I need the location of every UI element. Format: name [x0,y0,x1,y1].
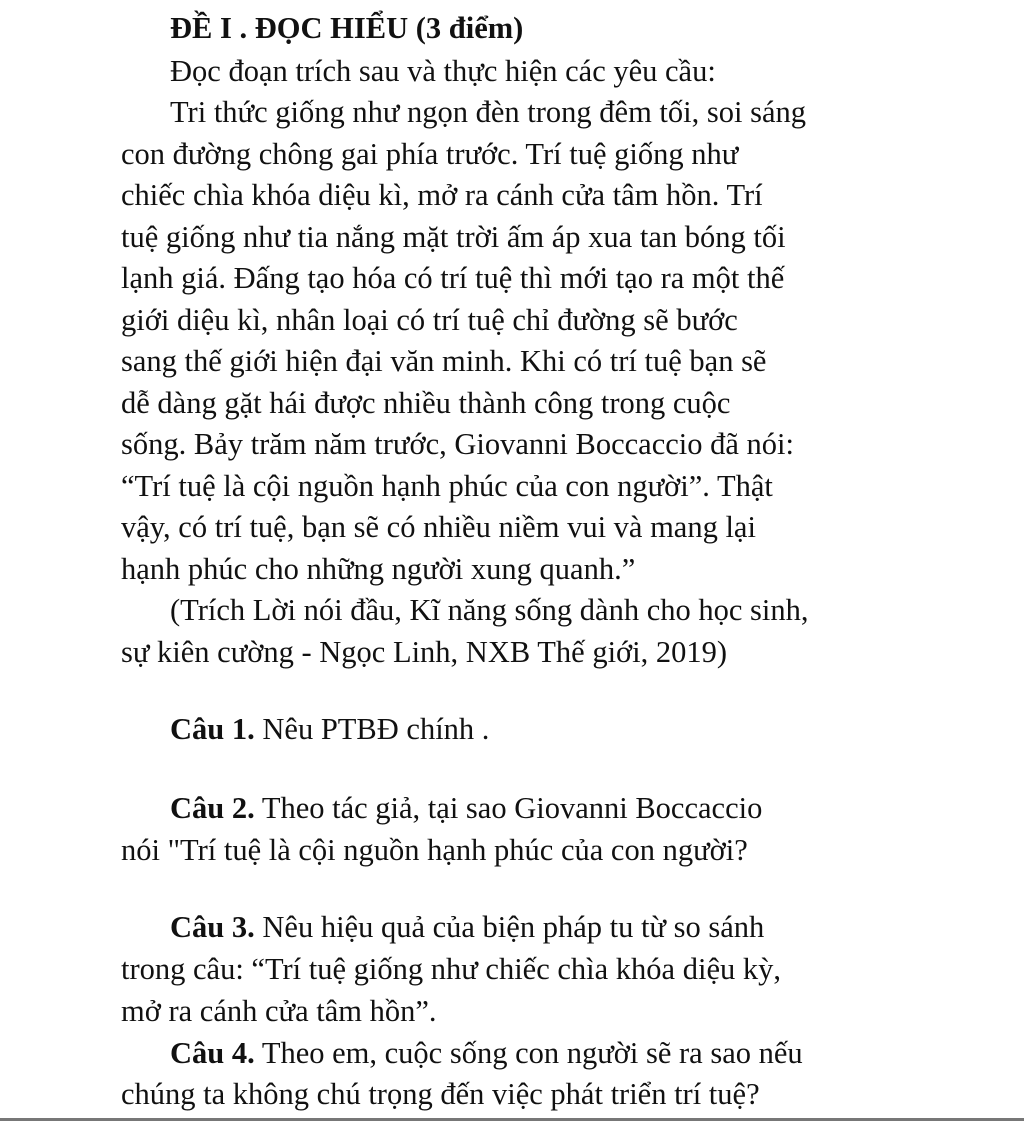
question-line [170,1033,803,1073]
passage-line: giới diệu kì, nhân loại có trí tuệ chỉ đường sẽ bước [121,303,738,337]
passage-line: “Trí tuệ là cội nguồn hạnh phúc của con người”. Thật [121,469,773,503]
source-line: sự kiên cường - Ngọc Linh, NXB Thế giới, 2019) [121,635,728,669]
question-line: trong câu: “Trí tuệ giống như chiếc chìa khóa diệu kỳ, [121,952,781,986]
question-label: Câu 1. [170,712,255,746]
question-text: Nêu PTBĐ chính . [254,712,490,746]
question-line: chúng ta không chú trọng đến việc phát triển trí tuệ? [121,1077,760,1111]
passage-line: con đường chông gai phía trước. Trí tuệ giống như [121,137,739,171]
instruction-text: Đọc đoạn trích sau và thực hiện các yêu cầu: [170,54,716,88]
passage-line: hạnh phúc cho những người xung quanh.” [121,552,636,586]
passage-line: vậy, có trí tuệ, bạn sẽ có nhiều niềm vui và mang lại [121,510,756,544]
question-label: Câu 4. [170,1036,255,1070]
passage-line: tuệ giống như tia nắng mặt trời ấm áp xua tan bóng tối [121,220,786,254]
question-line: mở ra cánh cửa tâm hồn”. [121,994,437,1028]
section-heading: ĐỀ I . ĐỌC HIỂU (3 điểm) [170,11,524,45]
passage-line: dễ dàng gặt hái được nhiều thành công trong cuộc [121,386,731,420]
passage-line: sống. Bảy trăm năm trước, Giovanni Boccaccio đã nói: [121,427,794,461]
question-line [170,709,489,749]
question-line: nói "Trí tuệ là cội nguồn hạnh phúc của con người? [121,833,748,867]
question-text: Theo em, cuộc sống con người sẽ ra sao nếu [254,1036,803,1070]
passage-line: chiếc chìa khóa diệu kì, mở ra cánh cửa tâm hồn. Trí [121,178,763,212]
question-line [170,788,762,828]
source-line: (Trích Lời nói đầu, Kĩ năng sống dành cho học sinh, [170,593,809,627]
passage-line: Tri thức giống như ngọn đèn trong đêm tối, soi sáng [170,95,806,129]
question-label: Câu 2. [170,791,255,825]
question-label: Câu 3. [170,910,255,944]
bottom-divider [0,1118,1024,1121]
passage-line: sang thế giới hiện đại văn minh. Khi có trí tuệ bạn sẽ [121,344,767,378]
question-text: Theo tác giả, tại sao Giovanni Boccaccio [254,791,763,825]
question-line [170,907,764,947]
question-text: Nêu hiệu quả của biện pháp tu từ so sánh [254,910,765,944]
passage-line: lạnh giá. Đấng tạo hóa có trí tuệ thì mới tạo ra một thế [121,261,785,295]
